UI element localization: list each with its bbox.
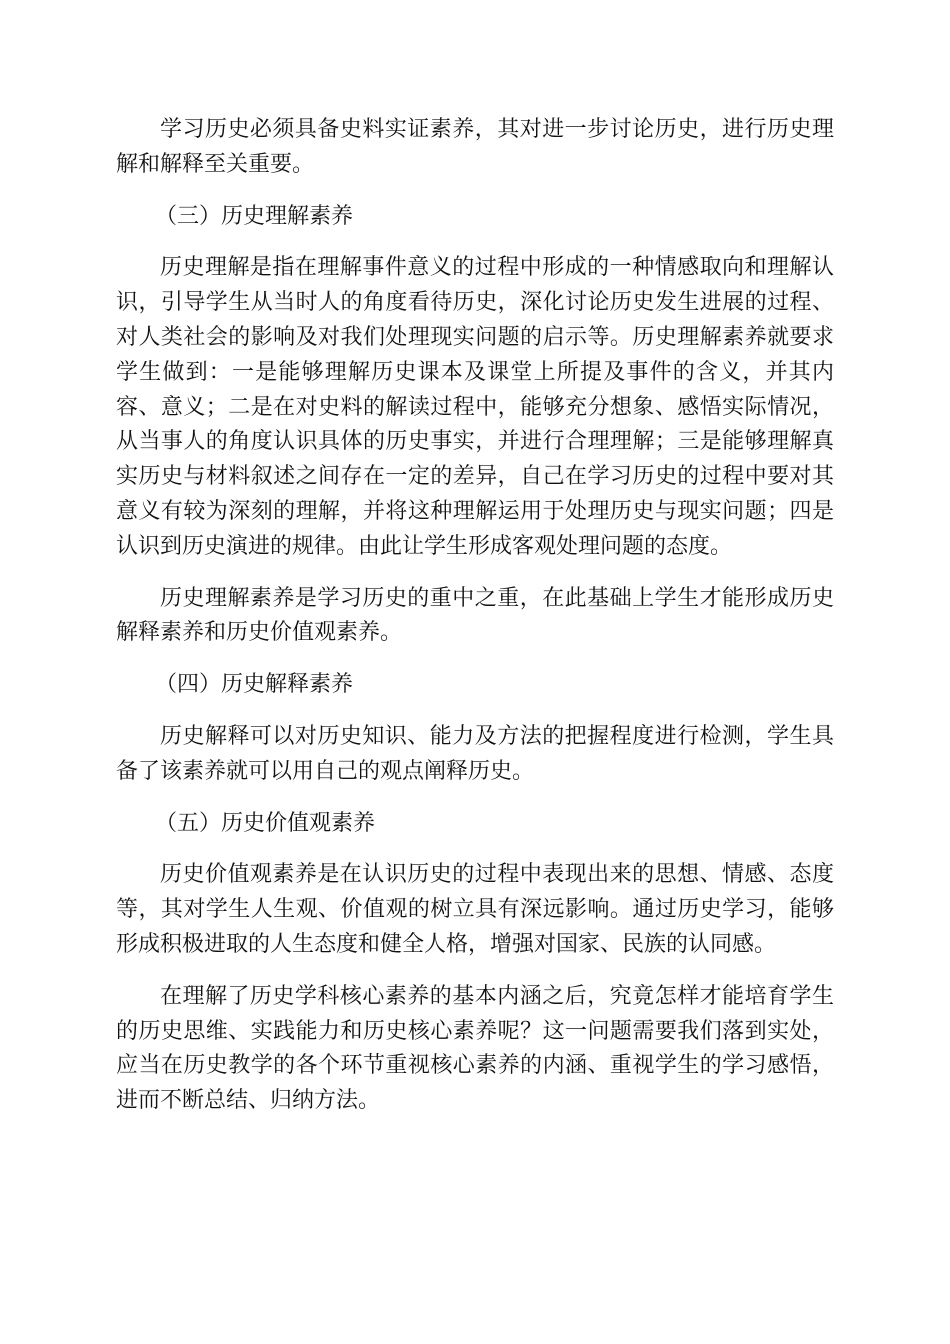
paragraph-historical-interpretation: 历史解释可以对历史知识、能力及方法的把握程度进行检测，学生具备了该素养就可以用自己的观点阐释历史。: [116, 723, 834, 784]
paragraph-source-evidence-summary: 学习历史必须具备史料实证素养，其对进一步讨论历史，进行历史理解和解释至关重要。: [116, 117, 834, 177]
document-page: [116, 113, 834, 1136]
section-heading-3: （三）历史理解素养: [155, 203, 354, 229]
paragraph-conclusion: 在理解了历史学科核心素养的基本内涵之后，究竟怎样才能培育学生的历史思维、实践能力和历史核心素养呢？这一问题需要我们落到实处，应当在历史教学的各个环节重视核心素养的内涵、重视学生的学习感悟，进而不断总结、归纳方法。: [116, 983, 834, 1114]
section-heading-5: （五）历史价值观素养: [155, 810, 376, 836]
paragraph-historical-values: 历史价值观素养是在认识历史的过程中表现出来的思想、情感、态度等，其对学生人生观、价值观的树立具有深远影响。通过历史学习，能够形成积极进取的人生态度和健全人格，增强对国家、民族的认同感。: [116, 862, 834, 957]
paragraph-understanding-importance: 历史理解素养是学习历史的重中之重，在此基础上学生才能形成历史解释素养和历史价值观素养。: [116, 585, 834, 646]
section-heading-4: （四）历史解释素养: [155, 672, 354, 698]
paragraph-historical-understanding: 历史理解是指在理解事件意义的过程中形成的一种情感取向和理解认识，引导学生从当时人的角度看待历史，深化讨论历史发生进展的过程、对人类社会的影响及对我们处理现实问题的启示等。历史理解素养就要求学生做到：一是能够理解历史课本及课堂上所提及事件的含义，并其内容、意义；二是在对史料的解读过程中，能够充分想象、感悟实际情况，从当事人的角度认识具体的历史事实，并进行合理理解；三是能够理解真实历史与材料叙述之间存在一定的差异，自己在学习历史的过程中要对其意义有较为深刻的理解，并将这种理解运用于处理历史与现实问题；四是认识到历史演进的规律。由此让学生形成客观处理问题的态度。: [116, 255, 834, 559]
